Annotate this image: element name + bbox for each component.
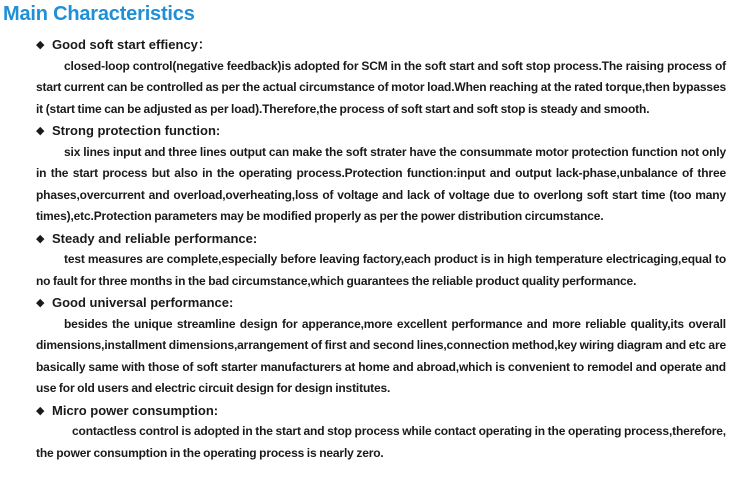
section-heading-text: Strong protection function:: [52, 123, 221, 138]
characteristics-list: [36, 34, 726, 464]
section-body: closed-loop control(negative feedback)is adopted for SCM in the soft start and soft stop process.The raising process of start current can be controlled as per the actual circumstance of motor load.When reaching at the rated torque,then bypasses it (start time can be adjusted as per load).Therefore,the process of soft start and soft stop is steady and smooth.: [36, 58, 726, 116]
section-universal-performance: [36, 292, 726, 400]
diamond-bullet-icon: ◆: [36, 125, 45, 137]
diamond-bullet-icon: ◆: [36, 404, 45, 417]
section-heading-text: Good universal performance:: [52, 295, 234, 310]
section-heading-text: Micro power consumption:: [52, 402, 219, 418]
section-heading-text: Good soft start effiency：: [52, 37, 211, 52]
section-heading: [36, 292, 726, 314]
section-heading: [36, 228, 726, 250]
section-heading-text: Steady and reliable performance:: [52, 230, 258, 246]
page-title: Main Characteristics: [3, 3, 195, 25]
section-soft-start-efficiency: [36, 34, 726, 120]
section-body: test measures are complete,especially before leaving factory,each product is in high temperature electricaging,equal to no fault for three months in the bad circumstance,which guarantees the reliable product quality performance.: [36, 252, 726, 288]
section-body: contactless control is adopted in the start and stop process while contact operating in the operating process,therefore, the power consumption in the operating process is nearly zero.: [36, 424, 726, 460]
section-heading: [36, 120, 726, 142]
section-reliable-performance: [36, 228, 726, 293]
section-heading: [36, 34, 726, 56]
section-body: besides the unique streamline design for apperance,more excellent performance and more reliable quality,its overall dimensions,installment dimensions,arrangement of first and second lines,connection method,key wiring diagram and etc are basically same with those of soft starter manufacturers at home and abroad,which is convenient to remodel and operate and use for old users and electric circuit design for design institutes.: [36, 316, 726, 395]
section-heading: [36, 400, 726, 422]
diamond-bullet-icon: ◆: [36, 232, 45, 245]
diamond-bullet-icon: ◆: [36, 297, 45, 309]
section-body: six lines input and three lines output can make the soft strater have the consummate motor protection function not only in the start process but also in the operating process.Protection function:input and output lack-phase,unbalance of three phases,overcurrent and overload,overheating,loss of voltage and lack of voltage due to overlong soft start time (too many times),etc.Protection parameters may be modified properly as per the power distribution circumstance.: [36, 144, 726, 223]
diamond-bullet-icon: ◆: [36, 39, 45, 51]
section-micro-power: [36, 400, 726, 465]
section-protection-function: [36, 120, 726, 228]
